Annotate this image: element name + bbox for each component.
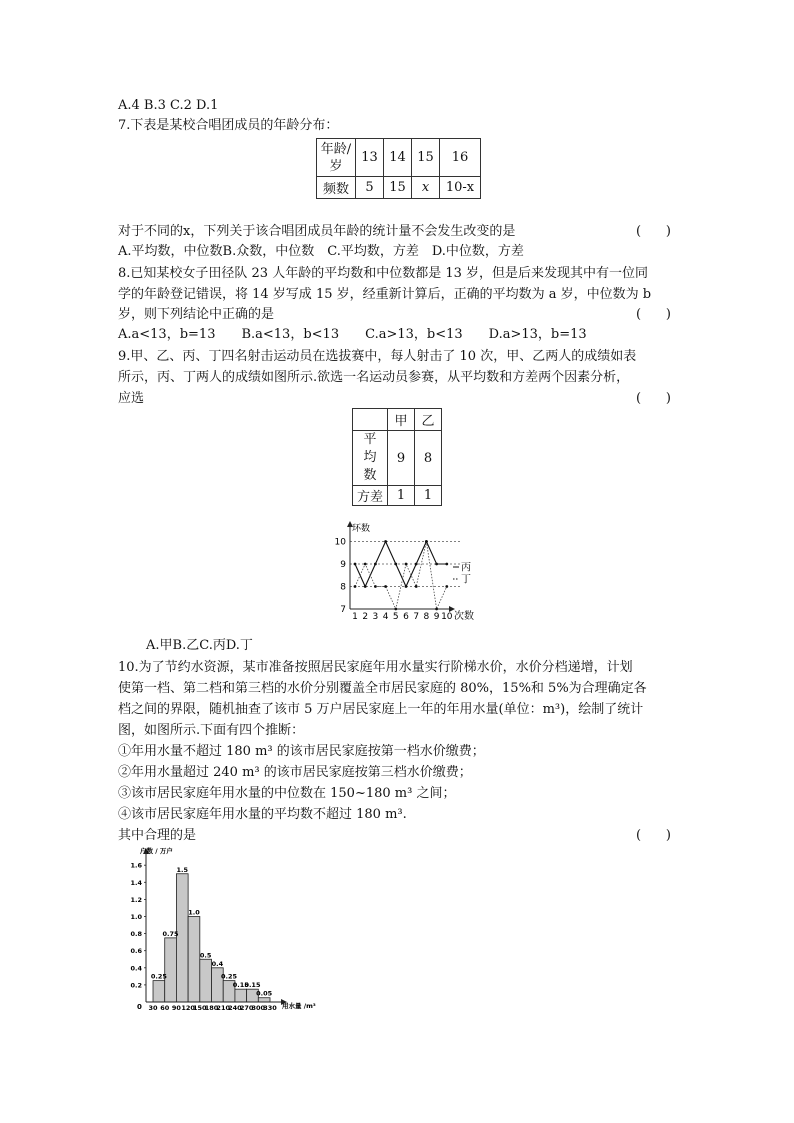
q10-line1: 10.为了节约水资源，某市准备按照居民家庭年用水量实行阶梯水价，水价分档递增，计划 (118, 660, 633, 675)
bar-value-label: 0.75 (162, 929, 179, 938)
q10-statement-2: ②年用水量超过 240 m³ 的该市居民家庭按第三档水价缴费； (118, 765, 472, 780)
q7-freq-cell: 10-x (440, 177, 481, 199)
x-tick-label: 60 (160, 1004, 170, 1012)
q9-value-cell: 9 (388, 431, 415, 486)
x-tick-label: 2 (362, 612, 369, 622)
data-point-丁 (435, 608, 438, 611)
legend-label: 丁 (461, 574, 471, 586)
y-tick-label: 8 (340, 582, 346, 593)
x-axis-label: 用水量 /m³ (282, 1002, 316, 1010)
x-tick-label: 210 (216, 1004, 231, 1012)
q8-line1: 8.已知某校女子田径队 23 人年龄的平均数和中位数都是 13 岁，但是后来发现其中有一位同 (118, 266, 649, 281)
q8-line2: 学的年龄登记错误，将 14 岁写成 15 岁，经重新计算后，正确的平均数为 a 岁，中位数为 b (118, 287, 652, 302)
q7-head-label: 年龄/岁 (317, 139, 356, 177)
x-tick-label: 30 (148, 1004, 158, 1012)
q9-options: A.甲B.乙C.丙D.丁 (146, 638, 253, 653)
histogram-bar (200, 959, 212, 1002)
x-tick-label: 300 (251, 1004, 266, 1012)
y-tick-label: 1.6 (130, 861, 142, 870)
x-axis-label: 次数 (454, 611, 474, 622)
data-point-丁 (384, 585, 387, 588)
q8-answer-paren: ( ) (636, 307, 671, 322)
water-usage-histogram (110, 842, 330, 1014)
histogram-bar (165, 938, 177, 1002)
data-point-丙 (354, 563, 357, 566)
q9-value-cell: 1 (388, 486, 415, 506)
origin-label: 0 (137, 1003, 142, 1011)
x-tick-label: 5 (392, 612, 399, 622)
x-tick-label: 10 (441, 612, 453, 622)
x-tick-label: 270 (239, 1004, 254, 1012)
x-tick-label: 9 (433, 612, 440, 622)
q7-age-cell: 16 (440, 139, 481, 177)
q7-freq-cell: 5 (356, 177, 384, 199)
y-axis-label: 户数 / 万户 (140, 847, 173, 855)
q7-age-table (316, 138, 481, 199)
q10-answer-paren: ( ) (636, 828, 671, 843)
q7-options: A.平均数，中位数B.众数，中位数 C.平均数，方差 D.中位数，方差 (118, 244, 524, 259)
x-tick-label: 7 (413, 612, 420, 622)
q9-value-cell: 8 (415, 431, 442, 486)
q7-answer-paren: ( ) (636, 224, 671, 239)
q9-col-header: 甲 (388, 409, 415, 431)
y-tick-label: 0.8 (130, 930, 142, 939)
x-tick-label: 90 (171, 1004, 181, 1012)
x-tick-label: 4 (382, 612, 389, 622)
histogram-bar (153, 981, 165, 1002)
bar-value-label: 1.0 (188, 908, 200, 917)
q9-answer-paren: ( ) (636, 391, 671, 406)
bar-value-label: 0.25 (221, 972, 238, 981)
q6-options: A.4 B.3 C.2 D.1 (118, 98, 219, 113)
q9-row-label: 方差 (353, 486, 388, 506)
q9-corner-cell (353, 409, 388, 431)
bar-value-label: 0.4 (211, 959, 224, 968)
data-point-丙 (384, 540, 387, 543)
x-tick-label: 150 (193, 1004, 207, 1012)
q9-col-header: 乙 (415, 409, 442, 431)
q10-line3: 档之间的界限，随机抽查了该市 5 万户居民家庭上一年的年用水量(单位：m³)，绘制了统计 (118, 702, 644, 717)
data-point-丙 (405, 585, 408, 588)
data-point-丙 (394, 563, 397, 566)
data-point-丁 (374, 585, 377, 588)
q7-age-cell: 14 (384, 139, 412, 177)
x-tick-label: 240 (228, 1004, 242, 1012)
bar-value-label: 0.25 (150, 972, 167, 981)
q10-line2: 使第一档、第二档和第三档的水价分别覆盖全市居民家庭的 80%，15%和 5%为合理确定各 (118, 681, 647, 696)
y-tick-label: 1.4 (130, 878, 142, 887)
x-tick-label: 6 (403, 612, 409, 622)
shooting-line-chart (330, 518, 490, 626)
histogram-bar (176, 874, 188, 1002)
q8-options: A.a<13，b=13 B.a<13，b<13 C.a>13，b<13 D.a>13，b=13 (118, 327, 587, 342)
y-tick-label: 10 (334, 537, 346, 548)
bar-value-label: 1.5 (176, 865, 189, 874)
data-point-丙 (435, 563, 438, 566)
histogram-bar (235, 989, 247, 1002)
y-tick-label: 1.0 (130, 913, 142, 921)
q7-question: 对于不同的x，下列关于该合唱团成员年龄的统计量不会发生改变的是 (118, 224, 516, 239)
y-tick-label: 0.6 (130, 947, 142, 956)
q10-statement-1: ①年用水量不超过 180 m³ 的该市居民家庭按第一档水价缴费； (118, 744, 485, 759)
q10-line4: 图，如图所示.下面有四个推断： (118, 723, 305, 738)
q7-row-label: 频数 (317, 177, 356, 199)
q9-line3: 应选 (118, 391, 145, 406)
q9-line2: 所示，丙、丁两人的成绩如图所示.欲选一名运动员参赛，从平均数和方差两个因素分析， (118, 370, 630, 385)
data-point-丙 (364, 585, 367, 588)
x-tick-label: 3 (372, 612, 379, 622)
data-point-丁 (445, 585, 448, 588)
series-line-丙 (355, 542, 447, 587)
data-point-丁 (394, 608, 397, 611)
y-tick-label: 0.4 (130, 964, 142, 973)
data-point-丙 (374, 563, 377, 566)
q10-question: 其中合理的是 (118, 828, 197, 843)
legend-label: 丙 (461, 562, 471, 574)
q9-row-label: 平均数 (353, 431, 388, 486)
y-tick-label: 7 (340, 605, 346, 615)
x-tick-label: 180 (204, 1004, 219, 1012)
data-point-丁 (425, 540, 428, 543)
q10-statement-3: ③该市居民家庭年用水量的中位数在 150~180 m³ 之间； (118, 786, 456, 801)
bar-value-label: 0.05 (256, 989, 273, 998)
data-point-丙 (415, 563, 418, 566)
y-tick-label: 0.2 (130, 981, 142, 990)
y-tick-label: 1.2 (130, 895, 142, 904)
x-tick-label: 1 (352, 612, 358, 622)
q7-age-cell: 15 (412, 139, 440, 177)
data-point-丁 (405, 563, 408, 566)
q7-freq-cell: x (412, 177, 440, 199)
q8-line3: 岁，则下列结论中正确的是 (118, 307, 275, 322)
x-tick-label: 8 (423, 612, 430, 622)
bar-value-label: 0.15 (232, 981, 249, 990)
q9-score-table (352, 408, 442, 506)
data-point-丁 (364, 563, 367, 566)
data-point-丁 (354, 585, 357, 588)
histogram-bar (188, 917, 200, 1003)
q10-statement-4: ④该市居民家庭年用水量的平均数不超过 180 m³. (118, 807, 407, 822)
q7-stem: 7.下表是某校合唱团成员的年龄分布： (118, 118, 339, 133)
bar-value-label: 0.15 (244, 981, 261, 990)
x-tick-label: 120 (181, 1004, 195, 1012)
q9-value-cell: 1 (415, 486, 442, 506)
q7-age-cell: 13 (356, 139, 384, 177)
data-point-丁 (415, 585, 418, 588)
y-tick-label: 9 (340, 560, 346, 570)
y-axis-label: 环数 (352, 524, 371, 534)
x-tick-label: 330 (263, 1004, 277, 1012)
data-point-丙 (445, 563, 448, 566)
bar-value-label: 0.5 (199, 951, 212, 960)
q9-line1: 9.甲、乙、丙、丁四名射击运动员在选拔赛中，每人射击了 10 次，甲、乙两人的成绩如表 (118, 349, 637, 364)
q7-freq-cell: 15 (384, 177, 412, 199)
histogram-bar (258, 998, 270, 1002)
